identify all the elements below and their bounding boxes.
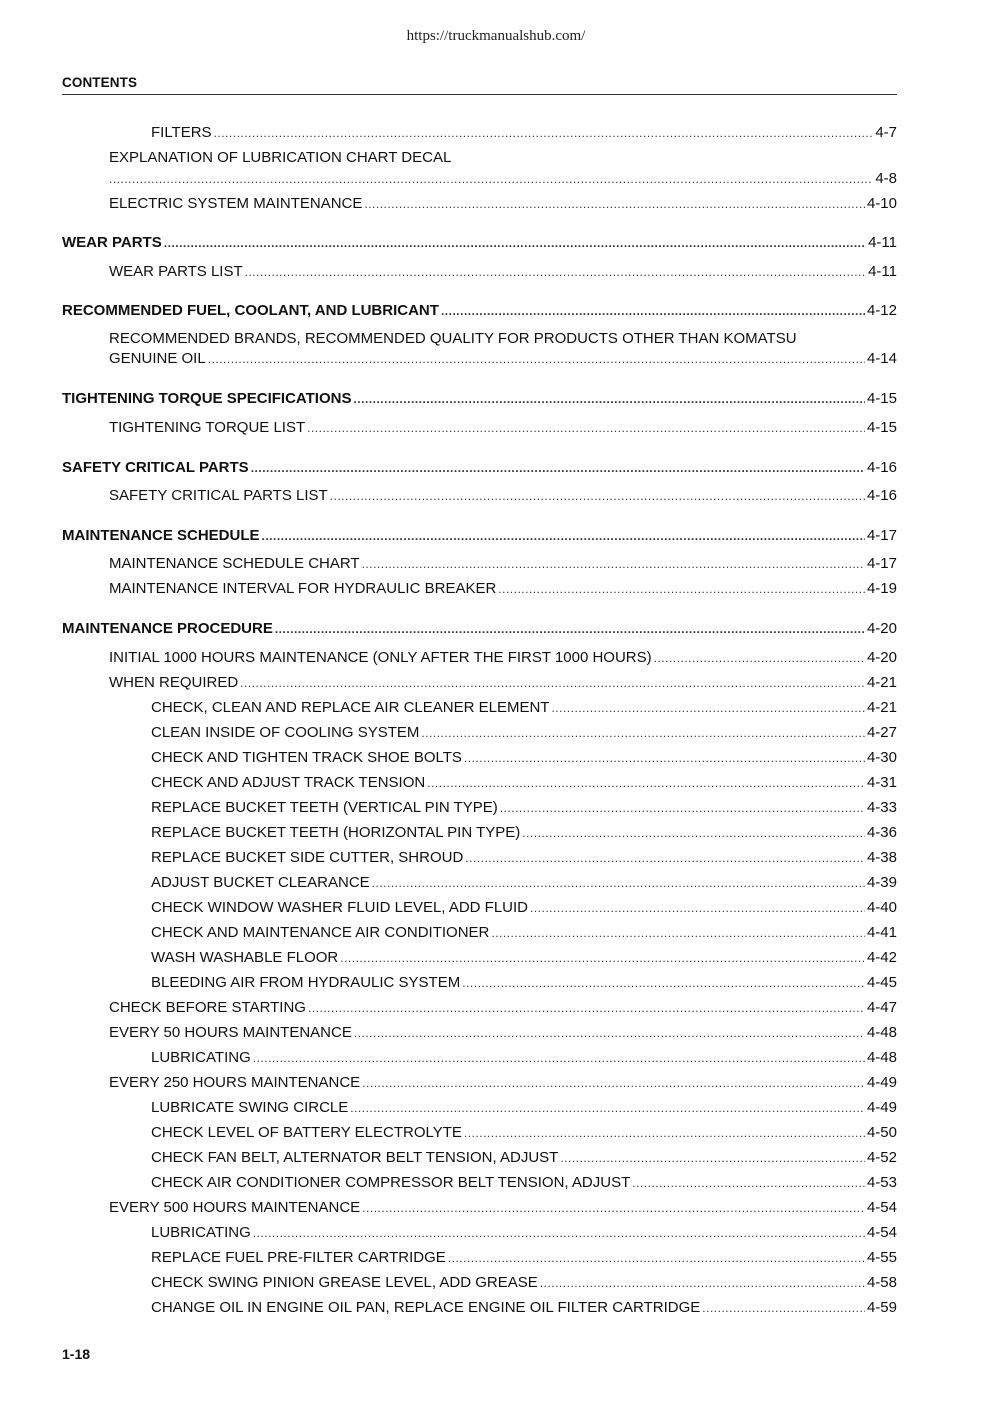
toc-entry-page: 4-20 <box>866 649 897 666</box>
dot-leader <box>540 1273 865 1293</box>
toc-entry-title: CHECK, CLEAN AND REPLACE AIR CLEANER ELEMENT <box>151 699 550 716</box>
toc-entry-page: 4-27 <box>866 724 897 741</box>
dot-leader <box>491 923 865 943</box>
toc-entry[interactable] <box>151 873 897 893</box>
toc-entry-page: 4-45 <box>866 974 897 991</box>
toc-entry[interactable] <box>109 262 897 282</box>
toc-entry-title: EVERY 500 HOURS MAINTENANCE <box>109 1199 361 1216</box>
toc-section-page: 4-15 <box>866 390 897 407</box>
toc-entry-page: 4-17 <box>866 555 897 572</box>
toc-entry[interactable] <box>109 1198 897 1218</box>
toc-section-title: WEAR PARTS <box>62 234 162 251</box>
toc-entry-title: LUBRICATE SWING CIRCLE <box>151 1099 349 1116</box>
dot-leader <box>362 1198 865 1218</box>
toc-entry-title: EVERY 50 HOURS MAINTENANCE <box>109 1024 352 1041</box>
dot-leader <box>253 1048 865 1068</box>
toc-entry[interactable] <box>151 923 897 943</box>
toc-entry-title: CHECK SWING PINION GREASE LEVEL, ADD GREASE <box>151 1274 538 1291</box>
toc-section[interactable] <box>62 301 897 321</box>
toc-entry-page: 4-59 <box>866 1299 897 1316</box>
toc-entry[interactable] <box>109 349 897 369</box>
toc-entry-title: REPLACE BUCKET TEETH (HORIZONTAL PIN TYPE) <box>151 824 521 841</box>
toc-entry-title: ADJUST BUCKET CLEARANCE <box>151 874 370 891</box>
toc-entry-page: 4-19 <box>866 580 897 597</box>
dot-leader <box>245 262 866 282</box>
toc-entry[interactable] <box>109 169 897 189</box>
toc-entry-title: CHECK FAN BELT, ALTERNATOR BELT TENSION, ADJUST <box>151 1149 559 1166</box>
dot-leader <box>362 554 865 574</box>
dot-leader <box>350 1098 865 1118</box>
toc-section-title: RECOMMENDED FUEL, COOLANT, AND LUBRICANT <box>62 302 439 319</box>
toc-entry[interactable] <box>109 194 897 214</box>
toc-entry-title: MAINTENANCE INTERVAL FOR HYDRAULIC BREAKER <box>109 580 497 597</box>
toc-entry-title: LUBRICATING <box>151 1224 251 1241</box>
toc-entry-page: 4-50 <box>866 1124 897 1141</box>
toc-entry-page: 4-36 <box>866 824 897 841</box>
dot-leader <box>308 998 865 1018</box>
toc-entry-title: REPLACE BUCKET SIDE CUTTER, SHROUD <box>151 849 464 866</box>
toc-entry-page: 4-47 <box>866 999 897 1016</box>
toc-entry-title: INITIAL 1000 HOURS MAINTENANCE (ONLY AFTER THE FIRST 1000 HOURS) <box>109 649 652 666</box>
page-number: 1-18 <box>62 1346 91 1362</box>
toc-section-page: 4-17 <box>866 527 897 544</box>
toc-entry[interactable] <box>151 748 897 768</box>
toc-entry-page: 4-38 <box>866 849 897 866</box>
toc-entry-title: REPLACE BUCKET TEETH (VERTICAL PIN TYPE) <box>151 799 498 816</box>
dot-leader <box>372 873 865 893</box>
dot-leader <box>530 898 865 918</box>
dot-leader <box>632 1173 865 1193</box>
toc-entry-page: 4-48 <box>866 1049 897 1066</box>
toc-section[interactable] <box>62 389 897 409</box>
toc-entry[interactable] <box>151 1223 897 1243</box>
toc-entry[interactable] <box>151 1048 897 1068</box>
toc-entry[interactable] <box>151 848 897 868</box>
dot-leader <box>353 389 865 409</box>
toc-entry-page: 4-55 <box>866 1249 897 1266</box>
dot-leader <box>560 1148 865 1168</box>
toc-entry-title: GENUINE OIL <box>109 350 206 367</box>
toc-entry[interactable] <box>109 673 897 693</box>
toc-entry-page: 4-7 <box>875 124 897 141</box>
toc-entry-title: REPLACE FUEL PRE-FILTER CARTRIDGE <box>151 1249 446 1266</box>
toc-entry-title: CHECK LEVEL OF BATTERY ELECTROLYTE <box>151 1124 462 1141</box>
toc-entry-title: WHEN REQUIRED <box>109 674 239 691</box>
toc-entry[interactable] <box>109 486 897 506</box>
dot-leader <box>354 1023 865 1043</box>
dot-leader <box>262 526 865 546</box>
toc-entry-page: 4-21 <box>866 674 897 691</box>
toc-entry-page: 4-10 <box>866 195 897 212</box>
toc-entry-title: CHECK AND TIGHTEN TRACK SHOE BOLTS <box>151 749 462 766</box>
dot-leader <box>500 798 865 818</box>
toc-entry[interactable] <box>151 698 897 718</box>
dot-leader <box>340 948 865 968</box>
dot-leader <box>522 823 865 843</box>
toc-entry[interactable] <box>151 973 897 993</box>
toc-entry[interactable] <box>151 898 897 918</box>
toc-entry-page: 4-41 <box>866 924 897 941</box>
toc-entry-title: BLEEDING AIR FROM HYDRAULIC SYSTEM <box>151 974 461 991</box>
toc-entry-title: LUBRICATING <box>151 1049 251 1066</box>
dot-leader <box>441 301 865 321</box>
page-header-title: CONTENTS <box>62 75 138 90</box>
toc-section-page: 4-11 <box>868 234 897 251</box>
toc-entry[interactable] <box>151 123 897 143</box>
dot-leader <box>251 458 865 478</box>
dot-leader <box>464 1123 865 1143</box>
toc-section-title: SAFETY CRITICAL PARTS <box>62 459 249 476</box>
toc-entry-page: 4-15 <box>866 419 897 436</box>
dot-leader <box>253 1223 865 1243</box>
toc-entry-page: 4-58 <box>866 1274 897 1291</box>
dot-leader <box>330 486 865 506</box>
toc-entry-title: CHECK AND MAINTENANCE AIR CONDITIONER <box>151 924 490 941</box>
toc-entry[interactable] <box>151 1248 897 1268</box>
dot-leader <box>498 579 865 599</box>
dot-leader <box>421 723 865 743</box>
toc-entry-page: 4-49 <box>866 1074 897 1091</box>
toc-section[interactable] <box>62 526 897 546</box>
toc-section-title: MAINTENANCE SCHEDULE <box>62 527 260 544</box>
toc-entry-title[interactable]: EXPLANATION OF LUBRICATION CHART DECAL <box>109 149 452 166</box>
toc-entry[interactable] <box>151 1173 897 1193</box>
dot-leader <box>208 349 865 369</box>
toc-entry-title: CHECK AND ADJUST TRACK TENSION <box>151 774 426 791</box>
dot-leader <box>702 1298 865 1318</box>
toc-entry[interactable] <box>151 948 897 968</box>
toc-entry-page: 4-40 <box>866 899 897 916</box>
dot-leader <box>275 619 865 639</box>
toc-section-page: 4-16 <box>866 459 897 476</box>
toc-entry-page: 4-21 <box>866 699 897 716</box>
toc-entry-page: 4-33 <box>866 799 897 816</box>
dot-leader <box>448 1248 865 1268</box>
toc-entry-title: CHANGE OIL IN ENGINE OIL PAN, REPLACE ENGINE OIL FILTER CARTRIDGE <box>151 1299 701 1316</box>
toc-entry[interactable] <box>151 798 897 818</box>
toc-section-page: 4-12 <box>866 302 897 319</box>
toc-entry[interactable] <box>151 823 897 843</box>
toc-entry-page: 4-52 <box>866 1149 897 1166</box>
toc-entry[interactable] <box>109 1073 897 1093</box>
toc-entry-title: TIGHTENING TORQUE LIST <box>109 419 306 436</box>
dot-leader <box>551 698 865 718</box>
toc-entry[interactable] <box>109 554 897 574</box>
toc-entry-page: 4-54 <box>866 1224 897 1241</box>
dot-leader <box>164 233 866 253</box>
dot-leader <box>307 418 865 438</box>
toc-entry[interactable] <box>151 773 897 793</box>
toc-entry[interactable] <box>109 418 897 438</box>
toc-entry[interactable] <box>151 1298 897 1318</box>
toc-section-title: TIGHTENING TORQUE SPECIFICATIONS <box>62 390 352 407</box>
dot-leader <box>464 748 865 768</box>
toc-section-title: MAINTENANCE PROCEDURE <box>62 620 273 637</box>
toc-entry-page: 4-48 <box>866 1024 897 1041</box>
toc-entry-title-line[interactable]: RECOMMENDED BRANDS, RECOMMENDED QUALITY FOR PRODUCTS OTHER THAN KOMATSU <box>109 330 797 347</box>
toc-entry-title: SAFETY CRITICAL PARTS LIST <box>109 487 328 504</box>
toc-entry-title: WASH WASHABLE FLOOR <box>151 949 339 966</box>
toc-entry[interactable] <box>109 1023 897 1043</box>
toc-entry-title: MAINTENANCE SCHEDULE CHART <box>109 555 360 572</box>
toc-section-page: 4-20 <box>866 620 897 637</box>
toc-entry[interactable] <box>151 1273 897 1293</box>
toc-entry[interactable] <box>151 1148 897 1168</box>
toc-entry-page: 4-8 <box>875 170 897 187</box>
dot-leader <box>654 648 865 668</box>
toc-entry-page: 4-54 <box>866 1199 897 1216</box>
toc-entry-page: 4-53 <box>866 1174 897 1191</box>
toc-entry[interactable] <box>109 579 897 599</box>
toc-entry-page: 4-16 <box>866 487 897 504</box>
dot-leader <box>214 123 874 143</box>
toc-section[interactable] <box>62 233 897 253</box>
source-url: https://truckmanualshub.com/ <box>406 28 586 44</box>
toc-entry[interactable] <box>151 1098 897 1118</box>
dot-leader <box>465 848 865 868</box>
toc-entry-page: 4-39 <box>866 874 897 891</box>
toc-entry[interactable] <box>109 998 897 1018</box>
toc-entry[interactable] <box>151 723 897 743</box>
toc-entry-page: 4-14 <box>866 350 897 367</box>
toc-entry-page: 4-31 <box>866 774 897 791</box>
toc-entry-page: 4-42 <box>866 949 897 966</box>
toc-entry-title: WEAR PARTS LIST <box>109 263 243 280</box>
toc-entry-page: 4-49 <box>866 1099 897 1116</box>
dot-leader <box>462 973 865 993</box>
toc-entry-title: CHECK AIR CONDITIONER COMPRESSOR BELT TENSION, ADJUST <box>151 1174 631 1191</box>
toc-entry-page: 4-30 <box>866 749 897 766</box>
toc-entry-title: FILTERS <box>151 124 212 141</box>
dot-leader <box>362 1073 865 1093</box>
toc-entry-page: 4-11 <box>868 263 897 280</box>
toc-section[interactable] <box>62 458 897 478</box>
dot-leader <box>109 169 873 189</box>
toc-entry-title: CHECK BEFORE STARTING <box>109 999 306 1016</box>
dot-leader <box>240 673 865 693</box>
toc-entry-title: EVERY 250 HOURS MAINTENANCE <box>109 1074 361 1091</box>
dot-leader <box>364 194 865 214</box>
toc-entry[interactable] <box>151 1123 897 1143</box>
toc-entry-title: ELECTRIC SYSTEM MAINTENANCE <box>109 195 363 212</box>
toc-entry-title: CHECK WINDOW WASHER FLUID LEVEL, ADD FLUID <box>151 899 528 916</box>
dot-leader <box>427 773 865 793</box>
toc-entry[interactable] <box>109 648 897 668</box>
toc-entry-title: CLEAN INSIDE OF COOLING SYSTEM <box>151 724 420 741</box>
toc-section[interactable] <box>62 619 897 639</box>
